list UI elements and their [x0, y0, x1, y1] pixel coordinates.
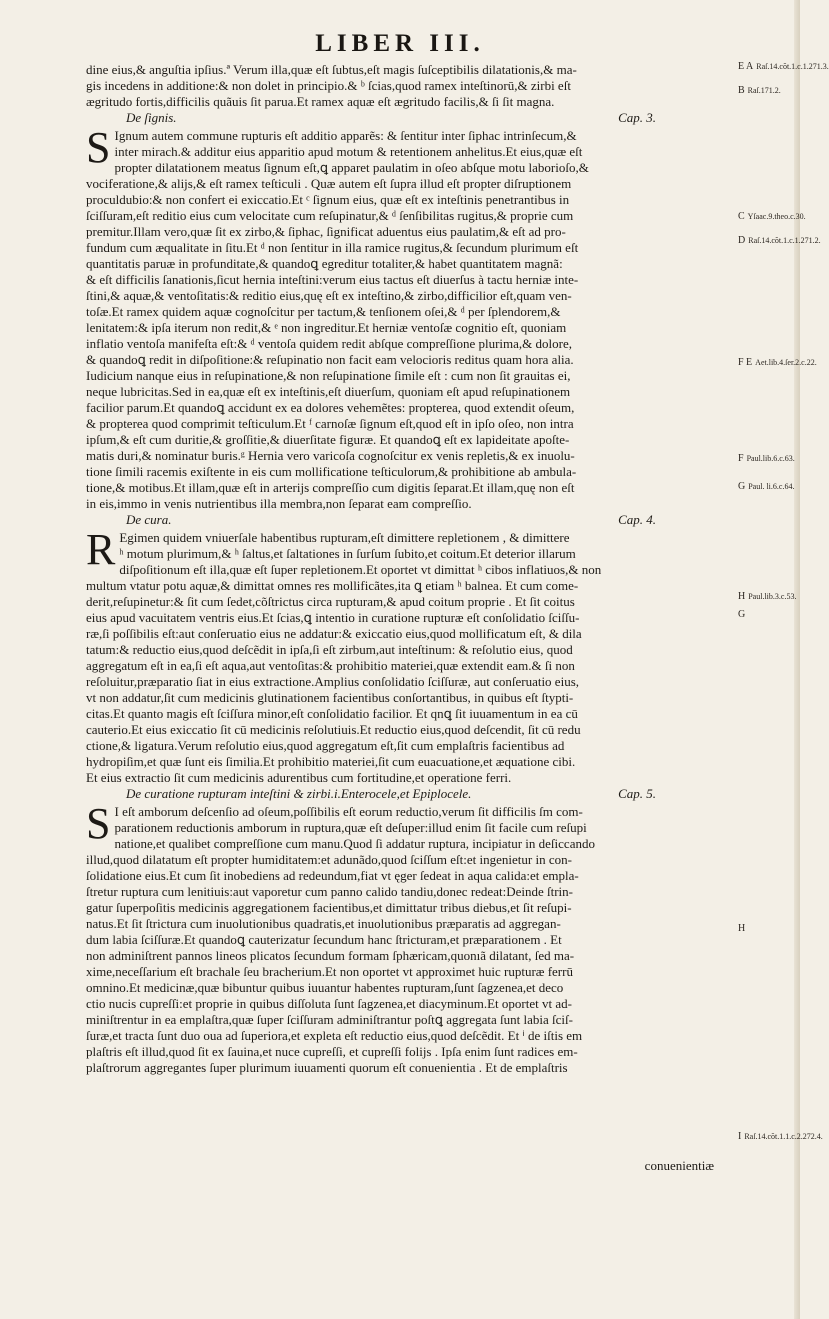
page-fold-shadow — [794, 0, 800, 1319]
text-line: inter mirach.& additur eius apparitio apud motum & retentionem anhelitus.Et eius,quæ eſt — [114, 144, 583, 159]
text-line: lenitatem:& ipſa iterum non redit,& ᵉ non ingreditur.Et herniæ ventoſæ cognitio eſt, quoniam — [86, 320, 567, 335]
paragraph — [86, 123, 736, 512]
section-heading — [86, 512, 736, 530]
margin-reference: Yſaac.9.theo.c.30. — [747, 212, 806, 221]
text-line: vociferatione,& alijs,& eſt ramex teſticuli . Quæ autem eſt ſupra illud eſt propter diſruptionem — [86, 176, 572, 191]
margin-note — [738, 610, 748, 620]
margin-reference: Aet.lib.4.ſer.2.c.22. — [755, 358, 817, 367]
text-line: ſciſſuram,eſt reditio eius cum velocitate cum reſupinatur,& ᵈ ſenſibilitas rugitus,& proprie cum — [86, 208, 574, 223]
text-line: gis incedens in additione:& non dolet in principio.& ᵇ ſcias,quod ramex inteſtinorū,& zirbi eſt — [86, 78, 571, 93]
text-section — [86, 512, 736, 786]
main-text-column — [86, 62, 736, 1076]
margin-letter: I — [738, 1131, 742, 1142]
chapter-number: Cap. 3. — [618, 110, 656, 125]
text-line: aggregatum eſt in ea,ſi eſt aqua,aut ventoſitas:& prohibitio materiei,quæ extendit eam.& ſi non — [86, 658, 575, 673]
text-line: dum labia ſciſſuræ.Et quandoꝗ cauterizatur ſecundum hanc ſtricturam,et præparationem . Et — [86, 932, 562, 947]
margin-letter: H — [738, 923, 746, 934]
drop-capital: S — [86, 123, 111, 172]
text-line: citas.Et quanto magis eſt ſciſſura minor,eſt conſolidatio facilior. Et qnꝗ ſit iuuamentum in ea cū — [86, 706, 578, 721]
text-line: ræ,ſi poſſibilis eſt:aut conſeruatio eius ne addatur:& exiccatio eius,quod mollificatum eſt, & dila — [86, 626, 582, 641]
text-line: Egimen quidem vniuerſale habentibus rupturam,eſt dimittere repletionem , & dimittere — [119, 530, 570, 545]
text-line: & eſt difficilis ſanationis,ſicut hernia inteſtini:verum eius tactus eſt diuerſus à tactu herniæ inte- — [86, 272, 579, 287]
text-line: diſpoſitionum eſt illa,quæ eſt ſuper repletionem.Et oportet vt dimittat ʰ cibos inflatiuos,& non — [119, 562, 602, 577]
margin-note — [738, 236, 821, 246]
text-line: inflatio ventoſa manifeſta eſt:& ᵈ ventoſa quidem redit abſque compreſſione plurima,& dolore, — [86, 336, 572, 351]
margin-letter: B — [738, 85, 745, 96]
margin-letter: C — [738, 211, 745, 222]
margin-note — [738, 86, 781, 96]
text-line: Iudicium nanque eius in reſupinatione,& non reſupinatione ſimile eſt : cum non ſit grauitas ei, — [86, 368, 571, 383]
margin-reference: Paul. li.6.c.64. — [748, 482, 795, 491]
text-line: eius apud vacuitatem ventris eius.Et ſcias,ꝗ intentio in curatione rupturæ eſt conſolidatio ſciſſu- — [86, 610, 580, 625]
margin-note — [738, 212, 806, 222]
margin-letter: D — [738, 235, 746, 246]
margin-reference: Raſ.14.cõt.1.c.1.271.2. — [748, 236, 821, 245]
running-head: LIBER III. — [315, 30, 485, 57]
text-line: proculdubio:& non confert ei exiccatio.Et ᶜ ſignum eius, quæ eſt ex inteſtinis penetrantibus in — [86, 192, 570, 207]
margin-reference: Raſ.171.2. — [747, 86, 781, 95]
text-line: facilior parum.Et quandoꝗ accidunt ex ea dolores vehemẽtes: propterea, quod extendit oſeum, — [86, 400, 575, 415]
text-line: hydropiſim,et quæ ſunt eis ſimilia.Et prohibitio materiei,ſit cum euacuatione,et æquatione cibi. — [86, 754, 576, 769]
text-line: & quandoꝗ redit in diſpoſitione:& reſupinatio non facit eam velocioris reditus quam hora alia. — [86, 352, 574, 367]
text-line: & propterea quod comprimit teſticulum.Et ᶠ carnoſæ ſignum eſt,quod eſt in ipſo oſeo, non intra — [86, 416, 574, 431]
text-section — [86, 110, 736, 512]
margin-note — [738, 1132, 823, 1142]
text-line: gatur ſuperpoſitis medicinis aggregationem facientibus,et dimittatur tribus diebus,et ſit reſupi- — [86, 900, 572, 915]
text-line: cauterio.Et eius exiccatio ſit cū medicinis reſolutiuis.Et reductio eius,quod deſcendit, ſit cū redu — [86, 722, 581, 737]
margin-note — [738, 924, 748, 934]
text-line: omnino.Et medicinæ,quæ bibuntur quibus iuuantur habentes rupturam,ſunt ſagzenea,et deco — [86, 980, 564, 995]
text-section — [86, 62, 736, 110]
margin-note — [738, 358, 817, 368]
chapter-number: Cap. 5. — [618, 786, 656, 801]
text-line: parationem reductionis amborum in ruptura,quæ eſt deſuper:illud enim ſit facile cum reſupi — [114, 820, 587, 835]
text-line: ipſum,& eſt cum duritie,& groſſitie,& diuerſitate figuræ. Et quandoꝗ eſt ex lapideitate apoſte- — [86, 432, 570, 447]
text-line: derit,reſupinetur:& ſit cum ſedet,cõſtrictus circa rupturam,& apud coitum proprie . Et ſit coitus — [86, 594, 575, 609]
section-heading — [86, 110, 736, 128]
section-heading — [86, 786, 736, 804]
text-line: premitur.Illam vero,quæ ſit ex zirbo,& ſiphac, ſignificat aduentus eius paulatim,& eſt ad pro- — [86, 224, 566, 239]
text-line: quantitatis paruæ in profunditate,& quandoꝗ egreditur totaliter,& habet quantitatem magnã: — [86, 256, 563, 271]
section-title: De cura. — [126, 512, 172, 527]
text-line: matis duri,& nominatur buris.ᵍ Hernia vero varicoſa cognoſcitur ex venis repletis,& ex inuolu- — [86, 448, 575, 463]
margin-letter: E A — [738, 61, 754, 72]
text-line: ſuræ,et tracta ſunt duo oua ad ſuperiora,et expleta eſt reductio eius,quod deſcẽdit. Et ⁱ de iſtis em — [86, 1028, 583, 1043]
text-line: miniſtrentur in ea emplaſtra,quæ ſuper ſciſſuram adminiſtrantur poſtꝗ aggregata ſunt labia ſciſ- — [86, 1012, 573, 1027]
margin-letter: F E — [738, 357, 753, 368]
text-line: neque lubricitas.Sed in ea,quæ eſt ex inteſtinis,eſt diuerſum, quoniam eſt apud reſupinationem — [86, 384, 571, 399]
text-line: reſoluitur,præparatio ſiat in eius extractione.Amplius conſolidatio ſciſſuræ, aut conſeruatio eius, — [86, 674, 579, 689]
margin-reference: Raſ.14.cõt.1.1.c.2.272.4. — [744, 1132, 823, 1141]
text-line: multum vtatur potu aquæ,& dimittat omnes res mollificãtes,ita ꝗ etiam ʰ balnea. Et cum come- — [86, 578, 579, 593]
text-line: propter dilatationem meatus ſignum eſt,ꝗ apparet paulatim in oſeo abſque motu laborioſo,& — [114, 160, 589, 175]
text-line: tatum:& reductio eius,quod deſcẽdit in ipſa,ſi eſt zirbum,aut inteſtinum: & reſolutio eius, quod — [86, 642, 573, 657]
margin-note — [738, 592, 796, 602]
drop-capital: R — [86, 525, 116, 574]
text-line: xime,neceſſarium eſt brachale ſeu bracherium.Et non oportet vt approximet huic rupturæ ferrū — [86, 964, 573, 979]
text-line: dine eius,& anguſtia ipſius.ª Verum illa,quæ eſt ſubtus,eſt magis ſuſceptibilis dilatationis,& ma- — [86, 62, 577, 77]
text-line: ſtretur ruptura cum lenitiuis:aut vaporetur cum panno calido tandiu,donec redeat:Deinde ſtrin- — [86, 884, 573, 899]
margin-reference: Paul.lib.6.c.63. — [746, 454, 795, 463]
text-line: ægritudo fortis,difficilis quãuis ſit parua.Et ramex aquæ eſt ægritudo facilis,& ſi ſit magna. — [86, 94, 555, 109]
text-line: tione ſimili racemis exiſtente in eis cum mollificatione teſticulorum,& prohibitione ab ambula- — [86, 464, 577, 479]
margin-note — [738, 62, 829, 72]
paragraph — [86, 525, 736, 786]
text-line: ſolidatione eius.Et cum ſit inobediens ad redeundum,fiat vt ęger ſedeat in aqua calida:et empla- — [86, 868, 579, 883]
text-line: ctione,& ligatura.Verum reſolutio eius,quod aggregatum eſt,ſit cum emplaſtris facientibus ad — [86, 738, 565, 753]
text-line: in eis,immo in venis nutrientibus illa membra,non ſeparat eam compreſſio. — [86, 496, 472, 511]
margin-letter: H — [738, 591, 746, 602]
catchword: conuenientiæ — [644, 1158, 714, 1173]
text-section — [86, 786, 736, 1076]
margin-reference: Raſ.14.cõt.1.c.1.271.3. — [756, 62, 829, 71]
text-line: vt non addatur,ſit cum medicinis glutinationem facientibus conſortantibus, in quibus eſt ſtypti- — [86, 690, 574, 705]
text-line: natus.Et ſit ſtrictura cum inuolutionibus quadratis,et inuolutionibus præparatis ad aggregan- — [86, 916, 561, 931]
text-line: ctio nucis cupreſſi:et proprie in quibus diſſoluta ſunt ſagzenea,et diacyminum.Et oportet vt ad- — [86, 996, 572, 1011]
chapter-number: Cap. 4. — [618, 512, 656, 527]
margin-note — [738, 482, 794, 492]
text-line: natione,et qualibet compreſſione cum manu.Quod ſi addatur ruptura, incipiatur in deſiccando — [114, 836, 595, 851]
text-line: non adminiſtrent pannos lineos plicatos ſecundum formam ſphæricam,quonıã dilatant, ſed ma- — [86, 948, 575, 963]
text-line: Et eius extractio ſit cum medicinis adurentibus cum fortitudine,et operatione ferri. — [86, 770, 512, 785]
margin-note — [738, 454, 795, 464]
text-line: fundum cum æqualitate in ſitu.Et ᵈ non ſentitur in illa ramice rugitus,& ſecundum plurimum eſt — [86, 240, 579, 255]
margin-letter: G — [738, 609, 746, 620]
section-title: De curatione rupturam inteſtini & zirbi.i.Enterocele,et Epiplocele. — [126, 786, 472, 801]
text-line: ʰ motum plurimum,& ʰ ſaltus,et ſaltationes in ſurſum ſubito,et coitum.Et deterior illarum — [119, 546, 576, 561]
text-line: ſtini,& aquæ,& ventoſitatis:& reditio eius,quę eſt ex inteſtino,& zirbo,difficilior eſt,quam ven- — [86, 288, 572, 303]
text-line: illud,quod dilatatum eſt propter humiditatem:et adunãdo,quod ſciſſum eſt:et ingenietur in con- — [86, 852, 572, 867]
text-line: tione,& motibus.Et illam,quæ eſt in arterijs compreſſio cum digitis ſeparat.Et illam,quę non eſt — [86, 480, 575, 495]
margin-letter: G — [738, 481, 746, 492]
text-line: Ignum autem commune rupturis eſt additio apparẽs: & ſentitur inter ſiphac intrinſecum,& — [114, 128, 577, 143]
text-line: toſæ.Et ramex quidem aquæ cognoſcitur per tactum,& tenſionem oſei,& ᵈ per ſplendorem,& — [86, 304, 561, 319]
text-line: plaſtris eſt illud,quod ſit ex ſauina,et nuce cupreſſi, et cupreſſi folijs . Ipſa enim ſunt radices em- — [86, 1044, 578, 1059]
text-line: I eſt amborum deſcenſio ad oſeum,poſſibilis eſt eorum reductio,verum ſit difficilis ſm com- — [114, 804, 583, 819]
text-line: plaſtrorum aggregantes ſuper plurimum iuuamenti quorum eſt conuenientia . Et de emplaſtris — [86, 1060, 568, 1075]
margin-reference: Paul.lib.3.c.53. — [748, 592, 797, 601]
paragraph — [86, 799, 736, 1076]
section-title: De ſignis. — [126, 110, 177, 125]
margin-letter: F — [738, 453, 744, 464]
paragraph — [86, 62, 736, 110]
drop-capital: S — [86, 799, 111, 848]
